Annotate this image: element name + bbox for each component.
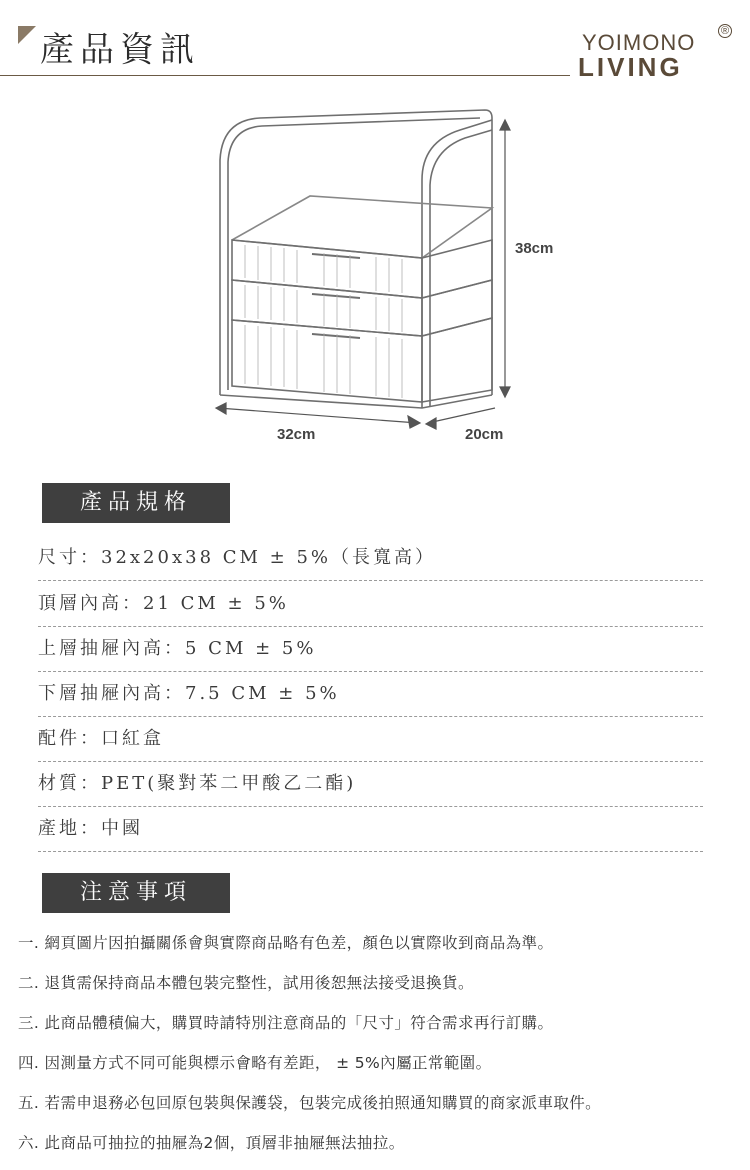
spec-row-size: 尺寸：32x20x38 CM ± 5%（長寬高）: [38, 535, 703, 581]
spec-row-accessory: 配件：口紅盒: [38, 716, 703, 762]
brand-name-line2: LIVING: [578, 52, 683, 82]
spec-row-origin: 產地：中國: [38, 806, 703, 852]
product-image: [200, 90, 560, 475]
note-item-1: 一. 網頁圖片因拍攝關係會與實際商品略有色差，顏色以實際收到商品為準。: [18, 934, 554, 952]
spec-row-top-height: 頂層內高：21 CM ± 5%: [38, 581, 703, 627]
note-item-5: 五. 若需申退務必包回原包裝與保護袋，包裝完成後拍照通知購買的商家派車取件。: [18, 1094, 602, 1112]
spec-row-upper-drawer: 上層抽屜內高：5 CM ± 5%: [38, 626, 703, 672]
page-title: 產品資訊: [40, 30, 200, 70]
spec-row-lower-drawer: 下層抽屜內高：7.5 CM ± 5%: [38, 671, 703, 717]
note-item-3: 三. 此商品體積偏大，購買時請特別注意商品的「尺寸」符合需求再行訂購。: [18, 1014, 554, 1032]
note-item-4: 四. 因測量方式不同可能與標示會略有差距， ± 5%內屬正常範圍。: [18, 1054, 492, 1072]
header-divider: [0, 75, 570, 76]
notes-section-title: 注意事項: [42, 873, 230, 913]
width-label: 32cm: [277, 426, 316, 443]
height-label: 38cm: [515, 240, 554, 257]
registered-mark: ®: [718, 24, 732, 38]
note-item-6: 六. 此商品可抽拉的抽屜為2個，頂層非抽屜無法抽拉。: [18, 1134, 405, 1152]
depth-label: 20cm: [465, 426, 504, 443]
note-item-2: 二. 退貨需保持商品本體包裝完整性，試用後恕無法接受退換貨。: [18, 974, 474, 992]
spec-row-material: 材質：PET(聚對苯二甲酸乙二酯): [38, 761, 703, 807]
specs-section-title: 產品規格: [42, 483, 230, 523]
brand-name-line1: YOIMONO: [582, 30, 696, 55]
corner-triangle-icon: [18, 26, 36, 44]
organizer-drawing: [200, 90, 560, 475]
